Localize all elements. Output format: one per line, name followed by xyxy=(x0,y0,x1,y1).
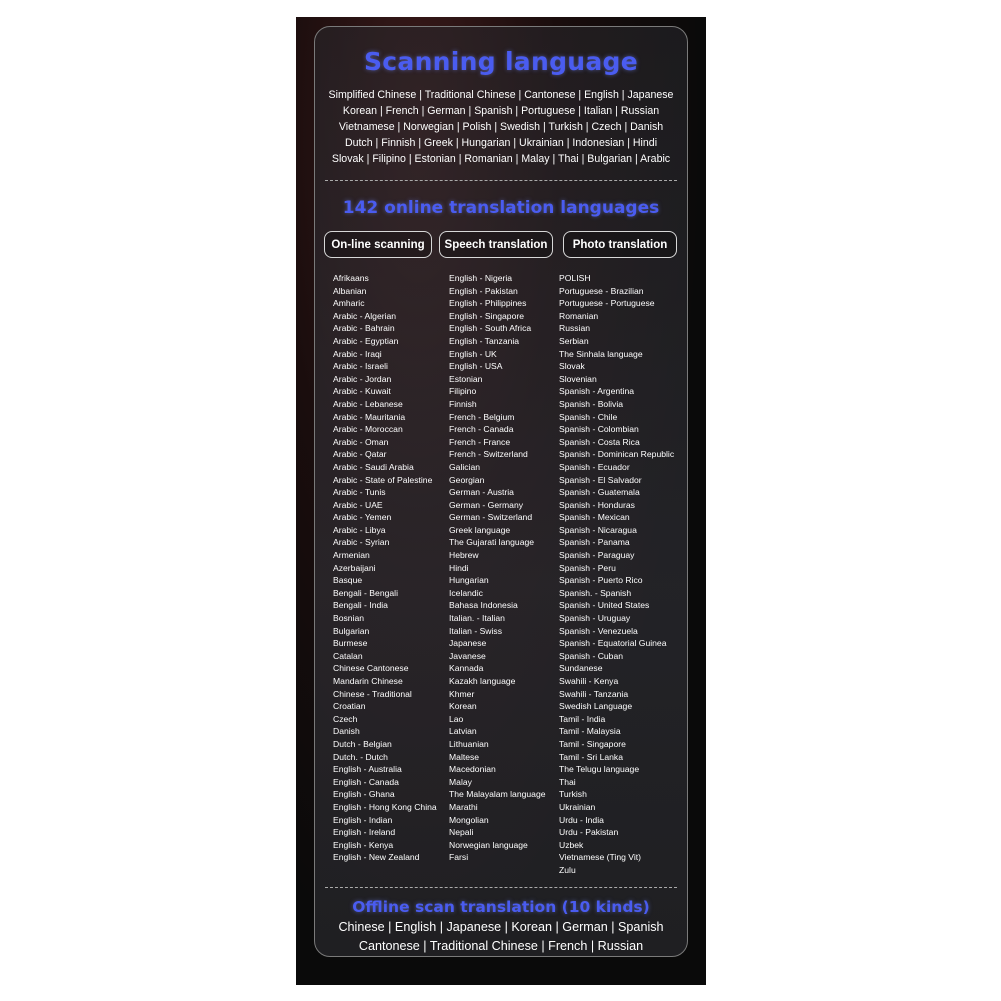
language-item: Malay xyxy=(449,776,472,787)
language-item: Spanish - El Salvador xyxy=(559,474,642,485)
language-item: Norwegian language xyxy=(449,839,528,850)
language-item: Romanian xyxy=(559,310,599,321)
language-item: English - Ghana xyxy=(333,789,395,800)
offline-languages-title: Offline scan translation (10 kinds) xyxy=(352,898,650,916)
language-item: Arabic - Moroccan xyxy=(333,424,403,435)
language-item: Albanian xyxy=(333,285,367,296)
language-item: Spanish - Uruguay xyxy=(559,613,631,624)
language-item: German - Austria xyxy=(449,487,514,498)
language-item: English - USA xyxy=(449,361,503,372)
language-item: Sundanese xyxy=(559,663,603,674)
speech-translation-button: Speech translation xyxy=(439,231,553,258)
language-item: Filipino xyxy=(449,386,477,397)
language-column-3 xyxy=(559,272,674,877)
language-item: Arabic - Bahrain xyxy=(333,323,395,334)
language-item: Nepali xyxy=(449,827,474,838)
language-item: Spanish - Cuban xyxy=(559,650,624,661)
language-item: Khmer xyxy=(449,688,475,699)
language-item: Armenian xyxy=(333,550,370,561)
language-item: English - Hong Kong China xyxy=(333,801,437,812)
language-item: English - Canada xyxy=(333,776,399,787)
language-item: POLISH xyxy=(559,273,591,283)
language-item: English - South Africa xyxy=(449,323,532,334)
language-item: Tamil - India xyxy=(559,713,606,724)
language-item: Swahili - Tanzania xyxy=(559,688,629,699)
language-item: Arabic - Egyptian xyxy=(333,335,399,346)
language-item: French - France xyxy=(449,436,511,447)
language-item: Spanish. - Spanish xyxy=(559,587,632,598)
language-item: Afrikaans xyxy=(333,273,369,283)
language-column-1 xyxy=(333,272,437,864)
language-item: Italian - Swiss xyxy=(449,625,503,636)
language-item: Slovenian xyxy=(559,373,597,384)
language-item: Arabic - Kuwait xyxy=(333,386,391,397)
language-item: Tamil - Malaysia xyxy=(559,726,621,737)
scanning-language-list xyxy=(319,87,683,167)
language-item: Spanish - Ecuador xyxy=(559,461,630,472)
language-item: Swedish Language xyxy=(559,701,633,712)
offline-language-list xyxy=(315,918,687,956)
language-item: Latvian xyxy=(449,726,477,737)
language-item: Arabic - Tunis xyxy=(333,487,386,498)
language-item: The Malayalam language xyxy=(449,789,546,800)
language-item: English - Philippines xyxy=(449,298,527,309)
language-item: Swahili - Kenya xyxy=(559,676,619,686)
language-item: Italian. - Italian xyxy=(449,613,505,624)
language-item: Slovak xyxy=(559,361,585,372)
language-item: Japanese xyxy=(449,638,487,649)
language-item: Arabic - Mauritania xyxy=(333,411,406,422)
language-item: The Sinhala language xyxy=(559,348,643,359)
language-item: English - Tanzania xyxy=(449,335,520,346)
language-item: Spanish - Guatemala xyxy=(559,487,640,498)
language-item: Spanish - Venezuela xyxy=(559,625,638,636)
language-item: Portuguese - Brazilian xyxy=(559,285,644,296)
language-item: Javanese xyxy=(449,650,486,661)
language-item: Tamil - Sri Lanka xyxy=(559,751,623,762)
language-item: English - New Zealand xyxy=(333,852,420,863)
language-item: Tamil - Singapore xyxy=(559,738,626,749)
language-item: Danish xyxy=(333,726,360,737)
language-item: Russian xyxy=(559,323,591,334)
photo-translation-button: Photo translation xyxy=(563,231,677,258)
language-item: Lao xyxy=(449,713,464,724)
language-item: Farsi xyxy=(449,852,469,863)
online-scanning-button: On-line scanning xyxy=(324,231,432,258)
language-item: Bulgarian xyxy=(333,625,370,636)
language-item: Urdu - India xyxy=(559,814,604,825)
language-item: Arabic - State of Palestine xyxy=(333,474,433,485)
language-item: Turkish xyxy=(559,789,587,800)
language-item: Azerbaijani xyxy=(333,562,376,573)
language-item: Spanish - Nicaragua xyxy=(559,524,637,535)
language-item: Spanish - Costa Rica xyxy=(559,436,640,447)
scanning-language-title: Scanning language xyxy=(363,47,638,76)
language-item: Georgian xyxy=(449,474,485,485)
language-column-2 xyxy=(449,272,546,864)
language-item: Marathi xyxy=(449,801,478,812)
language-item: English - Pakistan xyxy=(449,285,518,296)
language-item: Spanish - Panama xyxy=(559,537,630,548)
language-item: English - Kenya xyxy=(333,839,394,850)
language-item: Maltese xyxy=(449,751,480,762)
language-item: Bahasa Indonesia xyxy=(449,600,518,611)
language-item: Korean xyxy=(449,701,477,712)
language-item: Galician xyxy=(449,461,481,472)
language-item: Bosnian xyxy=(333,613,365,624)
scanning-language-line: Simplified Chinese | Traditional Chinese | Cantonese | English | Japanese xyxy=(328,89,674,101)
language-item: French - Canada xyxy=(449,424,514,435)
offline-language-line: Cantonese | Traditional Chinese | French | Russian xyxy=(358,939,644,953)
language-item: Spanish - Puerto Rico xyxy=(559,575,643,586)
language-item: Czech xyxy=(333,713,358,724)
language-item: Croatian xyxy=(333,701,366,712)
language-item: Uzbek xyxy=(559,839,584,850)
language-item: Mongolian xyxy=(449,814,489,825)
language-item: English - Singapore xyxy=(449,310,525,321)
language-item: Lithuanian xyxy=(449,738,489,749)
language-item: English - Nigeria xyxy=(449,273,513,283)
language-item: English - Australia xyxy=(333,764,402,775)
language-item: Chinese - Traditional xyxy=(333,688,412,699)
language-item: Urdu - Pakistan xyxy=(559,827,619,838)
language-item: Kazakh language xyxy=(449,676,516,686)
scanning-language-line: Korean | French | German | Spanish | Portuguese | Italian | Russian xyxy=(342,105,660,118)
language-item: Bengali - Bengali xyxy=(333,587,398,598)
language-item: Arabic - Oman xyxy=(333,436,389,447)
scanning-language-line: Dutch | Finnish | Greek | Hungarian | Ukrainian | Indonesian | Hindi xyxy=(344,137,658,150)
offline-language-line: Chinese | English | Japanese | Korean | German | Spanish xyxy=(338,920,664,934)
language-item: Arabic - Iraqi xyxy=(333,348,382,359)
language-item: Icelandic xyxy=(449,587,483,598)
language-item: English - Ireland xyxy=(333,827,396,838)
language-item: Greek language xyxy=(449,524,511,535)
language-item: Spanish - Colombian xyxy=(559,424,639,435)
language-item: Thai xyxy=(559,776,576,787)
language-item: The Telugu language xyxy=(559,764,640,775)
language-item: French - Belgium xyxy=(449,411,515,422)
language-item: Arabic - Yemen xyxy=(333,512,392,523)
language-item: Dutch. - Dutch xyxy=(333,751,388,762)
language-item: Finnish xyxy=(449,398,477,409)
language-item: Arabic - Libya xyxy=(333,524,386,535)
scanning-language-line: Vietnamese | Norwegian | Polish | Swedish | Turkish | Czech | Danish xyxy=(338,121,664,134)
language-item: Chinese Cantonese xyxy=(333,663,409,674)
language-item: The Gujarati language xyxy=(449,537,535,548)
dashed-divider xyxy=(325,180,677,181)
language-item: Dutch - Belgian xyxy=(333,738,392,749)
language-item: Kannada xyxy=(449,663,484,674)
language-item: Arabic - UAE xyxy=(333,499,383,510)
language-panel xyxy=(314,26,688,957)
language-item: Arabic - Syrian xyxy=(333,537,390,548)
language-item: Hindi xyxy=(449,562,469,573)
dashed-divider xyxy=(325,887,677,888)
language-item: Mandarin Chinese xyxy=(333,676,403,686)
language-item: Zulu xyxy=(559,864,576,875)
language-item: Spanish - Chile xyxy=(559,411,618,422)
language-item: Spanish - Dominican Republic xyxy=(559,449,675,460)
language-item: French - Switzerland xyxy=(449,449,528,460)
language-item: Burmese xyxy=(333,638,368,649)
language-item: English - UK xyxy=(449,348,497,359)
language-item: Arabic - Qatar xyxy=(333,449,387,460)
language-item: Spanish - Argentina xyxy=(559,386,635,397)
language-item: Ukrainian xyxy=(559,801,596,812)
language-item: Estonian xyxy=(449,373,483,384)
language-item: Spanish - Equatorial Guinea xyxy=(559,638,667,649)
scanning-language-line: Slovak | Filipino | Estonian | Romanian | Malay | Thai | Bulgarian | Arabic xyxy=(331,153,671,166)
language-item: Arabic - Jordan xyxy=(333,373,392,384)
language-item: Vietnamese (Ting Vit) xyxy=(559,852,641,863)
language-item: Arabic - Israeli xyxy=(333,361,388,372)
language-item: Spanish - Bolivia xyxy=(559,398,624,409)
language-item: Macedonian xyxy=(449,764,496,775)
language-item: Spanish - Peru xyxy=(559,562,616,573)
language-item: Bengali - India xyxy=(333,600,388,611)
language-item: Hebrew xyxy=(449,550,479,561)
language-item: English - Indian xyxy=(333,814,393,825)
language-item: Arabic - Lebanese xyxy=(333,398,403,409)
language-item: Hungarian xyxy=(449,575,489,586)
online-languages-title: 142 online translation languages xyxy=(342,198,660,218)
language-item: Basque xyxy=(333,575,363,586)
language-item: Amharic xyxy=(333,298,365,309)
language-item: German - Switzerland xyxy=(449,512,533,523)
language-item: Portuguese - Portuguese xyxy=(559,298,655,309)
language-item: Spanish - United States xyxy=(559,600,650,611)
language-item: Serbian xyxy=(559,335,589,346)
language-item: Spanish - Paraguay xyxy=(559,550,635,561)
language-item: German - Germany xyxy=(449,499,524,510)
language-item: Catalan xyxy=(333,650,363,661)
language-item: Arabic - Algerian xyxy=(333,310,397,321)
language-item: Spanish - Mexican xyxy=(559,512,630,523)
language-item: Arabic - Saudi Arabia xyxy=(333,461,414,472)
language-item: Spanish - Honduras xyxy=(559,499,635,510)
language-poster xyxy=(296,17,706,985)
